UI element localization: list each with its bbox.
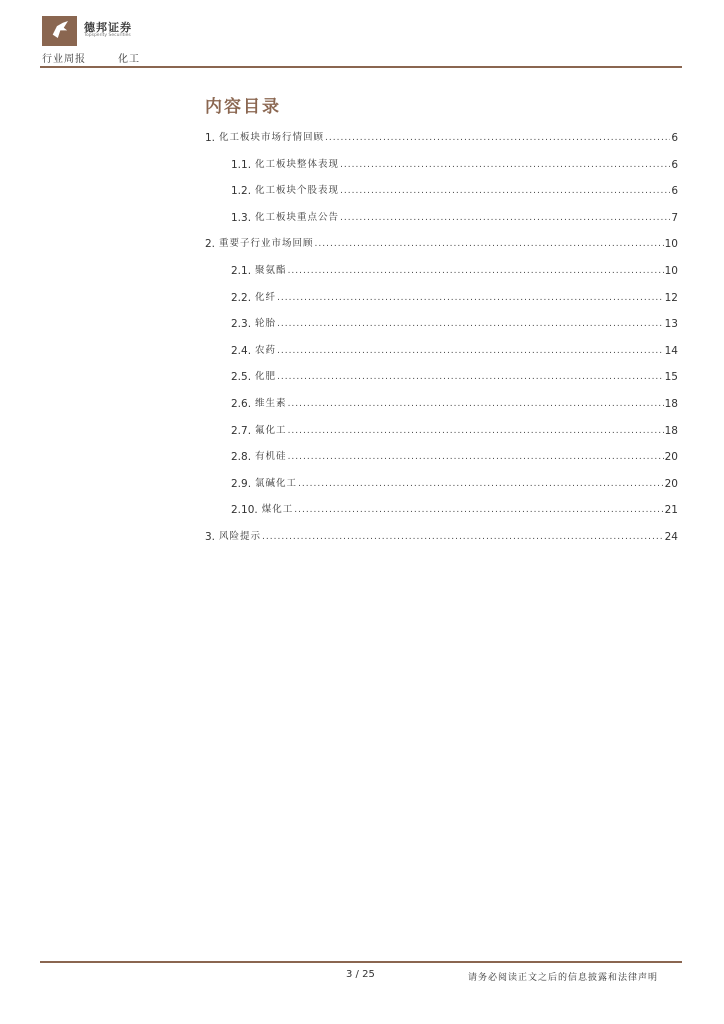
toc-entry[interactable]	[205, 130, 678, 157]
toc-entry-page: 18	[664, 424, 678, 437]
toc-entry-page: 21	[664, 504, 678, 517]
toc-entry-page: 13	[664, 318, 678, 331]
toc-entry-label: 重要子行业市场回顾	[219, 238, 314, 250]
toc-entry-label: 化工板块重点公告	[255, 211, 340, 223]
toc-entry-label: 聚氨酯	[255, 264, 287, 276]
toc-entry-label: 风险提示	[219, 530, 262, 542]
report-type: 行业周报	[42, 54, 86, 65]
toc-leader-dots	[298, 476, 664, 492]
toc-entry-number: 1.2.	[231, 185, 252, 198]
toc-entry-page: 20	[664, 451, 678, 464]
toc-entry[interactable]	[231, 449, 678, 476]
toc-entry[interactable]	[205, 529, 678, 556]
toc-entry-label: 氟化工	[255, 424, 287, 436]
toc-entry-page: 20	[664, 477, 678, 490]
toc-entry-label: 氯碱化工	[255, 477, 298, 489]
toc-leader-dots	[340, 157, 670, 173]
toc-entry-number: 2.9.	[231, 477, 252, 490]
brand-name-cn: 德邦证券	[84, 21, 132, 34]
toc-leader-dots	[277, 343, 664, 359]
toc-entry-label: 化工板块市场行情回顾	[219, 132, 325, 143]
toc-entry[interactable]	[231, 369, 678, 396]
toc-entry-label: 有机硅	[255, 451, 287, 463]
toc-entry[interactable]	[231, 343, 678, 370]
toc-entry-number: 2.2.	[231, 291, 252, 304]
toc-entry-page: 6	[671, 185, 678, 198]
toc-entry-number: 2.1.	[231, 264, 252, 277]
toc-entry-page: 6	[671, 158, 678, 171]
toc-entry-label: 维生素	[255, 397, 287, 409]
footer-disclaimer: 请务必阅读正文之后的信息披露和法律声明	[468, 973, 659, 983]
table-of-contents	[205, 130, 678, 556]
toc-entry-page: 7	[671, 211, 678, 224]
toc-leader-dots	[262, 529, 664, 545]
report-sector: 化工	[118, 54, 140, 65]
toc-entry-page: 15	[664, 371, 678, 384]
toc-entry-page: 6	[671, 132, 678, 144]
toc-entry[interactable]	[231, 396, 678, 423]
toc-leader-dots	[277, 290, 664, 306]
logo-mark-icon	[42, 16, 77, 46]
toc-entry-number: 2.6.	[231, 397, 252, 410]
footer-divider	[40, 961, 682, 963]
toc-entry[interactable]	[231, 502, 678, 529]
toc-entry-label: 轮胎	[255, 318, 277, 330]
toc-leader-dots	[277, 316, 664, 332]
toc-entry-number: 2.3.	[231, 318, 252, 331]
toc-leader-dots	[340, 210, 670, 226]
company-logo	[42, 16, 77, 46]
header-divider	[40, 66, 682, 68]
toc-entry-page: 24	[664, 530, 678, 543]
toc-entry-number: 2.5.	[231, 371, 252, 384]
toc-entry[interactable]	[231, 476, 678, 503]
toc-entry-label: 化工板块整体表现	[255, 158, 340, 170]
toc-leader-dots	[288, 263, 664, 279]
toc-title: 内容目录	[205, 97, 281, 117]
toc-entry-number: 2.4.	[231, 344, 252, 357]
toc-entry-label: 农药	[255, 344, 277, 356]
toc-entry-label: 化工板块个股表现	[255, 185, 340, 197]
toc-entry-label: 化肥	[255, 371, 277, 383]
toc-entry[interactable]	[231, 290, 678, 317]
report-header	[42, 50, 140, 65]
toc-entry-number: 2.8.	[231, 451, 252, 464]
page-number: 3 / 25	[346, 969, 375, 980]
toc-leader-dots	[340, 183, 670, 199]
toc-entry[interactable]	[231, 157, 678, 184]
toc-leader-dots	[315, 236, 664, 252]
toc-entry-number: 3.	[205, 530, 216, 543]
toc-leader-dots	[288, 423, 664, 439]
toc-entry-number: 1.	[205, 132, 216, 144]
toc-entry[interactable]	[231, 423, 678, 450]
brand-name-en: Topsperity Securities	[84, 33, 131, 38]
toc-entry-page: 18	[664, 397, 678, 410]
toc-entry-number: 2.10.	[231, 504, 258, 517]
toc-entry[interactable]	[231, 183, 678, 210]
toc-entry-number: 1.1.	[231, 158, 252, 171]
toc-entry[interactable]	[205, 236, 678, 263]
toc-entry[interactable]	[231, 316, 678, 343]
toc-leader-dots	[325, 130, 670, 146]
toc-entry-page: 12	[664, 291, 678, 304]
toc-entry-label: 化纤	[255, 291, 277, 303]
toc-entry-number: 2.7.	[231, 424, 252, 437]
toc-leader-dots	[277, 369, 664, 385]
toc-entry-page: 14	[664, 344, 678, 357]
toc-entry-page: 10	[664, 238, 678, 251]
toc-leader-dots	[288, 449, 664, 465]
toc-entry[interactable]	[231, 263, 678, 290]
toc-entry-label: 煤化工	[261, 504, 294, 516]
toc-entry[interactable]	[231, 210, 678, 237]
toc-leader-dots	[288, 396, 664, 412]
toc-leader-dots	[294, 502, 663, 518]
toc-entry-number: 2.	[205, 238, 216, 251]
toc-entry-page: 10	[664, 264, 678, 277]
toc-entry-number: 1.3.	[231, 211, 252, 224]
